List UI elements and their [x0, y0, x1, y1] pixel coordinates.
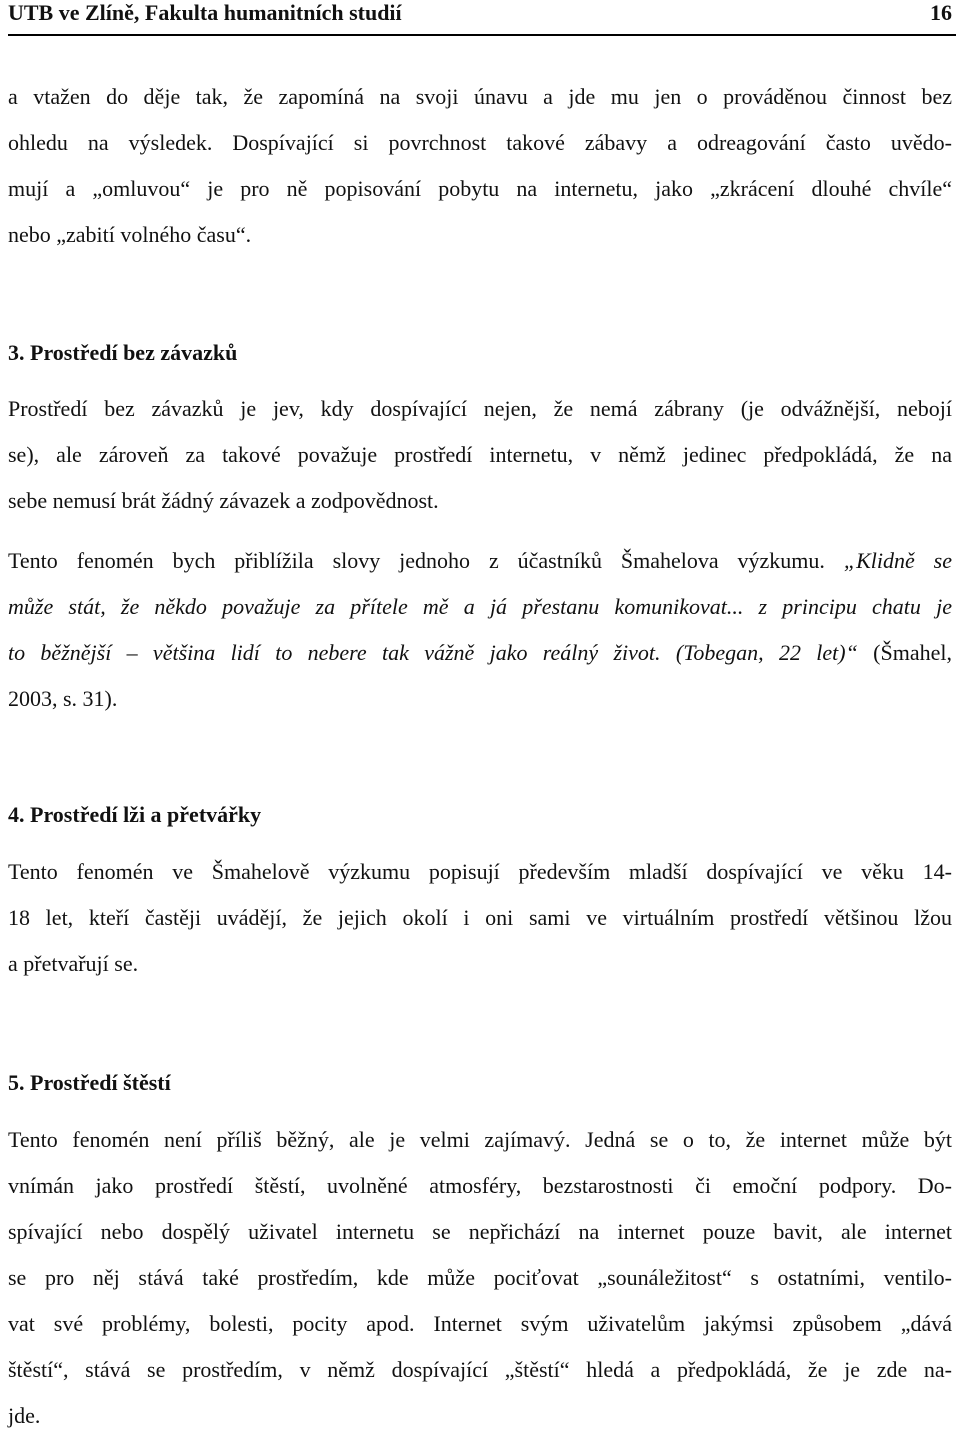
text-line: se pro něj stává také prostředím, kde může pociťovat „sounáležitost“ s ostatními, ventilo- — [8, 1265, 952, 1290]
section-heading-4: 4. Prostředí lži a přetvářky — [8, 802, 262, 827]
citation: (Šmahel, — [857, 640, 952, 665]
text-line: Tento fenomén není příliš běžný, ale je velmi zajímavý. Jedná se o to, že internet může být — [8, 1127, 952, 1152]
text-line: sebe nemusí brát žádný závazek a zodpovědnost. — [8, 488, 439, 513]
paragraph-continuation — [8, 74, 952, 258]
text-line: mují a „omluvou“ je pro ně popisování pobytu na internetu, jako „zkrácení dlouhé chvíle“ — [8, 176, 952, 201]
citation: 2003, s. 31). — [8, 686, 118, 711]
text-line: Prostředí bez závazků je jev, kdy dospívající nejen, že nemá zábrany (je odvážnější, nebojí — [8, 396, 952, 421]
quote-text: „Klidně se — [843, 548, 952, 573]
header-title: UTB ve Zlíně, Fakulta humanitních studií — [8, 0, 402, 25]
text-line: vat své problémy, bolesti, pocity apod. Internet svým uživatelům jakýmsi způsobem „dává — [8, 1311, 952, 1336]
section-3-paragraph-1 — [8, 386, 952, 524]
text-line: štěstí“, stává se prostředím, v němž dospívající „štěstí“ hledá a předpokládá, že je zde na- — [8, 1357, 952, 1382]
section-heading-5: 5. Prostředí štěstí — [8, 1070, 171, 1095]
text-line: 18 let, kteří častěji uvádějí, že jejich okolí i oni sami ve virtuálním prostředí většinou lžou — [8, 905, 952, 930]
text-line: a vtažen do děje tak, že zapomíná na svoji únavu a jde mu jen o prováděnou činnost bez — [8, 84, 952, 109]
text-line: ohledu na výsledek. Dospívající si povrchnost takové zábavy a odreagování často uvědo- — [8, 130, 952, 155]
text-line — [8, 538, 952, 584]
section-5-paragraph — [8, 1117, 952, 1439]
page-header — [8, 0, 956, 36]
text-line: se), ale zároveň za takové považuje prostředí internetu, v němž jedinec předpokládá, že na — [8, 442, 952, 467]
text-line: nebo „zabití volného času“. — [8, 222, 252, 247]
text-run: Tento fenomén bych přiblížila slovy jednoho z účastníků Šmahelova výzkumu. — [8, 548, 844, 573]
text-line — [8, 630, 952, 676]
text-line: jde. — [8, 1403, 41, 1428]
page-number: 16 — [930, 0, 952, 25]
quote-text: může stát, že někdo považuje za přítele mě a já přestanu komunikovat... z principu chatu je — [8, 594, 952, 619]
text-line: spívající nebo dospělý uživatel internetu se nepřichází na internet pouze bavit, ale internet — [8, 1219, 952, 1244]
section-4-paragraph — [8, 849, 952, 987]
text-line: vnímán jako prostředí štěstí, uvolněné atmosféry, bezstarostnosti či emoční podpory. Do- — [8, 1173, 952, 1198]
section-3-paragraph-2 — [8, 538, 952, 722]
section-heading-3: 3. Prostředí bez závazků — [8, 340, 238, 365]
text-line: Tento fenomén ve Šmahelově výzkumu popisují především mladší dospívající ve věku 14- — [8, 859, 952, 884]
quote-text: to běžnější – většina lidí to nebere tak vážně jako reálný život. (Tobegan, 22 let)“ — [8, 640, 858, 665]
text-line: a přetvařují se. — [8, 951, 139, 976]
